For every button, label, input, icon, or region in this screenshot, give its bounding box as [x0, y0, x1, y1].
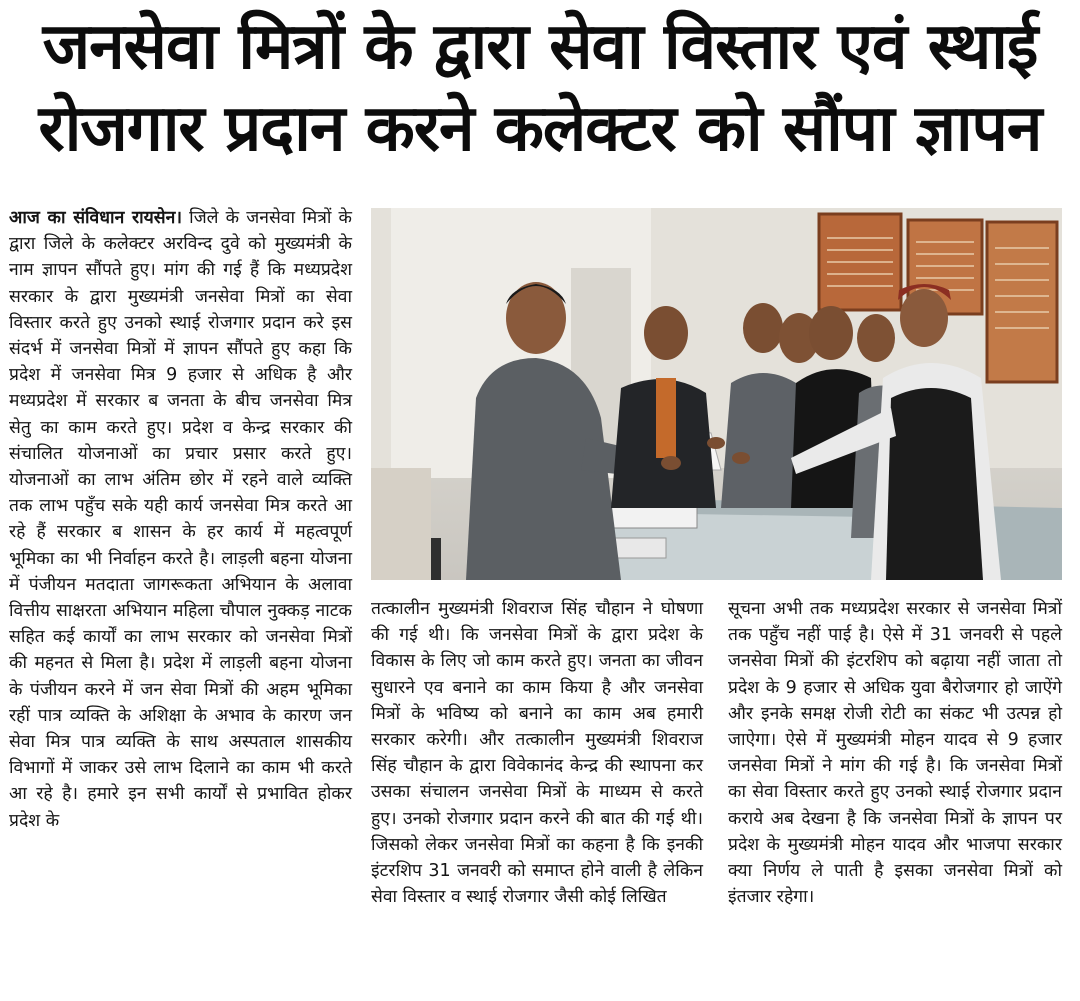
headline-line-2: रोजगार प्रदान करने कलेक्टर को सौंपा ज्ञापन: [38, 92, 1042, 166]
article-column-2: तत्कालीन मुख्यमंत्री शिवराज सिंह चौहान ने घोषणा की गई थी। कि जनसेवा मित्रों के द्वारा प्रदेश के विकास के लिए जो काम करते हुए। जनता का जीवन सुधारने एव बनाने का काम किया है और जनसेवा मित्रों के भविष्य को बनाने का काम अब हमारी सरकार करेगी। और तत्कालीन मुख्यमंत्री शिवराज सिंह चौहान के द्वारा विवेकानंद केन्द्र की स्थापना कर उसका संचालन जनसेवा मित्रों के माध्यम से करते हुए। उनको रोजगार प्रदान करने की बात की गई थी। जिसको लेकर जनसेवा मित्रों का कहना है कि इनकी इंटरशिप 31 जनवरी को समाप्त होने वाली है लेकिन सेवा विस्तार व स्थाई रोजगार जैसी कोई लिखित: [371, 599, 703, 908]
headline: [0, 6, 1080, 170]
photo-illustration: [371, 208, 1062, 580]
column-1-text: जिले के जनसेवा मित्रों के द्वारा जिले के कलेक्टर अरविन्द दुवे को मुख्यमंत्री के नाम ज्ञापन सौंपते हुए। मांग की गई हैं कि मध्यप्रदेश सरकार के द्वारा मुख्यमंत्री जनसेवा मित्रों का सेवा विस्तार करते हुए उनको स्थाई रोजगार प्रदान करे इस संदर्भ में जनसेवा मित्रों में ज्ञापन सौंपते हुए कहा कि प्रदेश में जनसेवा मित्र 9 हजार से अधिक है और मध्यप्रदेश में सरकार ब जनता के बीच जनसेवा मित्र सेतु का काम करते हुए। प्रदेश व केन्द्र सरकार की संचालित योजनाओं का प्रचार प्रसार करते हुए। योजनाओं का लाभ अंतिम छोर में रहने वाले व्यक्ति तक लाभ पहुँच सके यही कार्य जनसेवा मित्र करते आ रहे हैं सरकार ब शासन के हर कार्य में महत्वपूर्ण भूमिका का भी निर्वाहन करते है। लाड़ली बहना योजना में पंजीयन मतदाता जागरूकता अभियान के अलावा वित्तीय साक्षरता अभियान महिला चौपाल नुक्कड़ नाटक सहित कई कार्यों का लाभ सरकार को जनसेवा मित्रों की महनत से मिला है। प्रदेश में लाड़ली बहना योजना के पंजीयन करने में जन सेवा मित्रों की अहम भूमिका रहीं पात्र व्यक्ति के अशिक्षा के अभाव के कारण जन सेवा मित्र पात्र व्यक्ति के साथ अस्पताल शासकीय विभागों में जाकर उसे लाभ दिलाने का काम भी करते आ रहे है। हमारे इन सभी कार्यों से प्रभावित होकर प्रदेश के: [9, 208, 352, 831]
headline-line-1: जनसेवा मित्रों के द्वारा सेवा विस्तार एवं स्थाई: [42, 10, 1038, 84]
article-column-1: [9, 205, 352, 834]
news-photo: [371, 208, 1062, 580]
byline: आज का संविधान रायसेन।: [9, 208, 182, 228]
article-column-3: सूचना अभी तक मध्यप्रदेश सरकार से जनसेवा मित्रों तक पहुँच नहीं पाई है। ऐसे में 31 जनवरी से पहले जनसेवा मित्रों की इंटरशिप को बढ़ाया नहीं जाता तो प्रदेश के 9 हजार से अधिक युवा बैरोजगार हो जाऐंगे और इनके समक्ष रोजी रोटी का संकट भी उत्पन्न हो जाऐगा। ऐसे में मुख्यमंत्री मोहन यादव से 9 हजार जनसेवा मित्रों ने मांग की गई है। कि जनसेवा मित्रों का सेवा विस्तार करते हुए उनको स्थाई रोजगार प्रदान कराये अब देखना है कि जनसेवा मित्रों के ज्ञापन पर प्रदेश के मुख्यमंत्री मोहन यादव और भाजपा सरकार क्या निर्णय ले पाती है इसका जनसेवा मित्रों को इंतजार रहेगा।: [728, 599, 1062, 908]
